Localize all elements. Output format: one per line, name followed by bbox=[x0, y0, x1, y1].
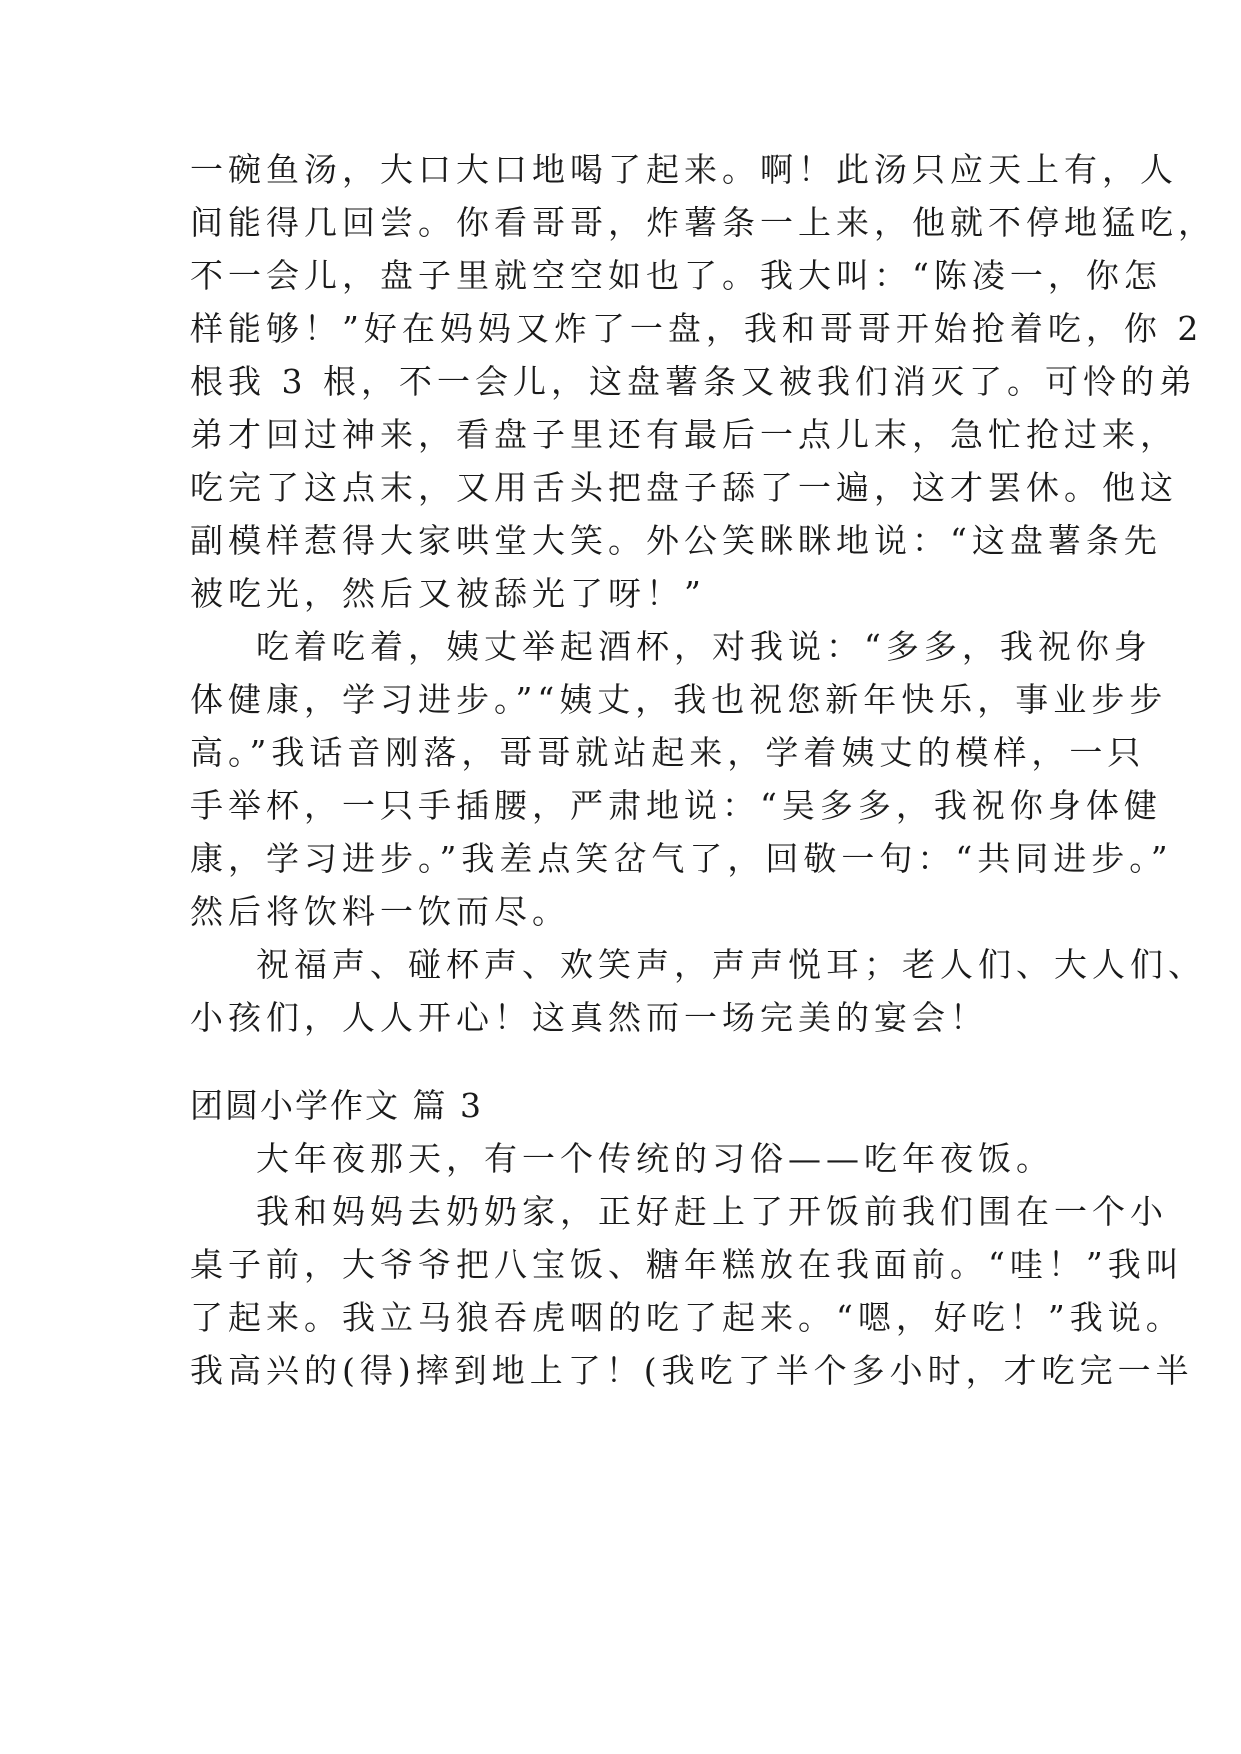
text-line: 根我 3 根，不一会儿，这盘薯条又被我们消灭了。可怜的弟 bbox=[190, 362, 1197, 401]
text-line: 然后将饮料一饮而尽。 bbox=[190, 892, 570, 931]
text-line: 康，学习进步。”我差点笑岔气了，回敬一句：“共同进步。” bbox=[190, 839, 1173, 878]
text-line: 吃着吃着，姨丈举起酒杯，对我说：“多多，我祝你身 bbox=[256, 627, 1152, 666]
text-line: 手举杯，一只手插腰，严肃地说：“吴多多，我祝你身体健 bbox=[190, 786, 1162, 825]
text-line: 样能够！”好在妈妈又炸了一盘，我和哥哥开始抢着吃，你 2 bbox=[190, 309, 1204, 348]
text-line: 小孩们，人人开心！这真然而一场完美的宴会！ bbox=[190, 998, 988, 1037]
text-line: 我高兴的(得)摔到地上了！(我吃了半个多小时，才吃完一半 bbox=[190, 1351, 1194, 1390]
text-line: 副模样惹得大家哄堂大笑。外公笑眯眯地说：“这盘薯条先 bbox=[190, 521, 1162, 560]
text-line: 高。”我话音刚落，哥哥就站起来，学着姨丈的模样，一只 bbox=[190, 733, 1146, 772]
text-line: 祝福声、碰杯声、欢笑声，声声悦耳；老人们、大人们、 bbox=[256, 945, 1206, 984]
text-line: 桌子前，大爷爷把八宝饭、糖年糕放在我面前。“哇！”我叫 bbox=[190, 1245, 1184, 1284]
text-line: 间能得几回尝。你看哥哥，炸薯条一上来，他就不停地猛吃， bbox=[190, 203, 1216, 242]
text-line: 我和妈妈去奶奶家，正好赶上了开饭前我们围在一个小 bbox=[256, 1192, 1168, 1231]
text-line: 一碗鱼汤，大口大口地喝了起来。啊！此汤只应天上有，人 bbox=[190, 150, 1178, 189]
text-line: 体健康，学习进步。”“姨丈，我也祝您新年快乐，事业步步 bbox=[190, 680, 1168, 719]
text-line: 大年夜那天，有一个传统的习俗——吃年夜饭。 bbox=[256, 1139, 1054, 1178]
section-heading: 团圆小学作文 篇 3 bbox=[190, 1086, 483, 1125]
text-line: 弟才回过神来，看盘子里还有最后一点儿末，急忙抢过来， bbox=[190, 415, 1178, 454]
text-line: 不一会儿，盘子里就空空如也了。我大叫：“陈凌一，你怎 bbox=[190, 256, 1162, 295]
text-line: 被吃光，然后又被舔光了呀！” bbox=[190, 574, 706, 613]
text-line: 吃完了这点末，又用舌头把盘子舔了一遍，这才罢休。他这 bbox=[190, 468, 1178, 507]
text-line: 了起来。我立马狼吞虎咽的吃了起来。“嗯，好吃！”我说。 bbox=[190, 1298, 1184, 1337]
